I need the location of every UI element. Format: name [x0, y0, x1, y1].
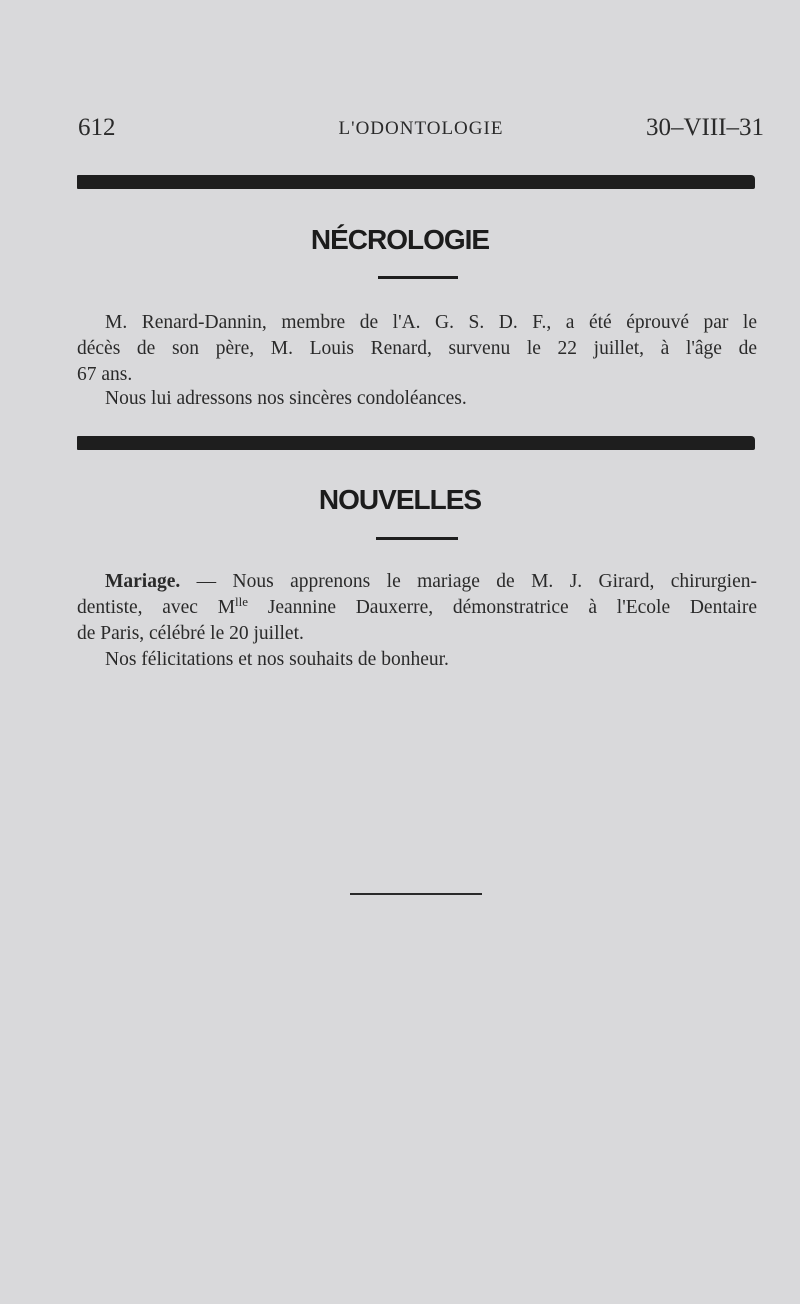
necrologie-paragraph-end: [77, 362, 757, 388]
necrologie-paragraph: [77, 310, 757, 362]
section-title-necrologie: NÉCROLOGIE: [310, 224, 490, 255]
journal-title: L'ODONTOLOGIE: [338, 118, 504, 139]
page-number: 612: [78, 114, 116, 141]
paragraph-line: Nous lui adressons nos sincères condoléances.: [105, 388, 467, 409]
paragraph-line: Nos félicitations et nos souhaits de bonheur.: [105, 649, 449, 670]
section-title-nouvelles: NOUVELLES: [318, 484, 482, 515]
section-divider-bar: [77, 436, 755, 450]
title-underline: [376, 537, 458, 540]
paragraph-line: décès de son père, M. Louis Renard, survenu le 22 juillet, à l'âge de: [77, 338, 757, 359]
issue-date: 30–VIII–31: [645, 114, 764, 141]
abbreviation-superscript: lle: [235, 594, 249, 609]
paragraph-line: de Paris, célébré le 20 juillet.: [77, 623, 304, 644]
title-underline: [378, 276, 458, 279]
line-text: Jeannine Dauxerre, démonstratrice à l'Ecole Dentaire: [248, 597, 757, 618]
line-text: dentiste, avec M: [77, 597, 236, 618]
nouvelles-closing: [77, 647, 757, 673]
nouvelles-paragraph-end: [77, 621, 757, 647]
paragraph-line: 67 ans.: [77, 364, 133, 385]
paragraph-line: [77, 569, 757, 595]
necrologie-closing: [77, 386, 757, 412]
section-divider-bar: [77, 175, 755, 189]
nouvelles-paragraph: [77, 569, 757, 621]
item-label: Mariage.: [105, 571, 181, 592]
paragraph-line: [77, 595, 757, 621]
running-head: [78, 114, 764, 144]
end-rule: [350, 893, 482, 895]
paragraph-line: M. Renard-Dannin, membre de l'A. G. S. D. F., a été éprouvé par le: [105, 312, 757, 333]
line-text: — Nous apprenons le mariage de M. J. Girard, chirurgien-: [180, 571, 757, 592]
